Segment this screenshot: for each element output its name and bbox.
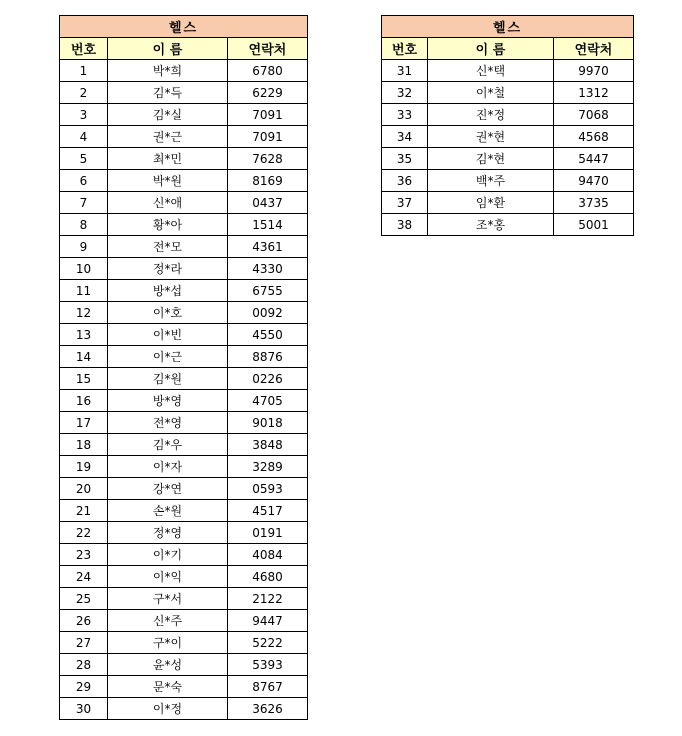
row-number-cell: 33 <box>382 104 428 126</box>
row-name-cell: 이*호 <box>108 302 228 324</box>
table-body <box>382 60 634 236</box>
table-row <box>60 654 308 676</box>
row-name-cell: 김*우 <box>108 434 228 456</box>
row-number-cell: 8 <box>60 214 108 236</box>
table-row <box>60 632 308 654</box>
row-name-cell: 이*기 <box>108 544 228 566</box>
table-row <box>60 148 308 170</box>
row-contact-cell: 6780 <box>228 60 308 82</box>
row-number-cell: 20 <box>60 478 108 500</box>
table-row <box>382 60 634 82</box>
roster-table-right <box>381 15 634 236</box>
row-contact-cell: 0437 <box>228 192 308 214</box>
column-header-contact: 연락처 <box>554 38 634 60</box>
row-name-cell: 이*자 <box>108 456 228 478</box>
row-number-cell: 23 <box>60 544 108 566</box>
row-contact-cell: 2122 <box>228 588 308 610</box>
row-number-cell: 17 <box>60 412 108 434</box>
row-contact-cell: 4568 <box>554 126 634 148</box>
row-contact-cell: 9018 <box>228 412 308 434</box>
row-contact-cell: 5447 <box>554 148 634 170</box>
row-contact-cell: 4517 <box>228 500 308 522</box>
row-number-cell: 35 <box>382 148 428 170</box>
row-name-cell: 조*홍 <box>428 214 554 236</box>
row-name-cell: 김*득 <box>108 82 228 104</box>
row-contact-cell: 3848 <box>228 434 308 456</box>
row-name-cell: 전*영 <box>108 412 228 434</box>
table-row <box>60 456 308 478</box>
row-contact-cell: 5393 <box>228 654 308 676</box>
table-row <box>60 346 308 368</box>
row-number-cell: 13 <box>60 324 108 346</box>
row-name-cell: 이*근 <box>108 346 228 368</box>
row-name-cell: 진*정 <box>428 104 554 126</box>
row-contact-cell: 7091 <box>228 126 308 148</box>
table-row <box>60 236 308 258</box>
row-contact-cell: 4705 <box>228 390 308 412</box>
table-row <box>382 82 634 104</box>
table-row <box>382 170 634 192</box>
row-number-cell: 19 <box>60 456 108 478</box>
row-contact-cell: 1312 <box>554 82 634 104</box>
row-contact-cell: 4361 <box>228 236 308 258</box>
row-name-cell: 정*라 <box>108 258 228 280</box>
row-name-cell: 방*섭 <box>108 280 228 302</box>
row-number-cell: 38 <box>382 214 428 236</box>
row-name-cell: 김*원 <box>108 368 228 390</box>
table-row <box>60 412 308 434</box>
row-contact-cell: 3735 <box>554 192 634 214</box>
row-contact-cell: 3289 <box>228 456 308 478</box>
column-header-number: 번호 <box>382 38 428 60</box>
table-row <box>382 126 634 148</box>
row-contact-cell: 9970 <box>554 60 634 82</box>
row-number-cell: 22 <box>60 522 108 544</box>
row-name-cell: 임*환 <box>428 192 554 214</box>
row-contact-cell: 0092 <box>228 302 308 324</box>
row-number-cell: 9 <box>60 236 108 258</box>
row-contact-cell: 4084 <box>228 544 308 566</box>
table-row <box>60 566 308 588</box>
row-name-cell: 권*근 <box>108 126 228 148</box>
table-row <box>60 104 308 126</box>
row-name-cell: 구*이 <box>108 632 228 654</box>
row-name-cell: 정*영 <box>108 522 228 544</box>
table-row <box>60 60 308 82</box>
table-body <box>60 60 308 720</box>
table-row <box>60 324 308 346</box>
table-row <box>60 302 308 324</box>
table-row <box>60 478 308 500</box>
table-row <box>60 544 308 566</box>
row-contact-cell: 8767 <box>228 676 308 698</box>
row-number-cell: 24 <box>60 566 108 588</box>
row-number-cell: 18 <box>60 434 108 456</box>
table-row <box>60 82 308 104</box>
row-name-cell: 문*숙 <box>108 676 228 698</box>
table-row <box>60 588 308 610</box>
roster-table-left <box>59 15 308 720</box>
row-number-cell: 12 <box>60 302 108 324</box>
table-row <box>382 214 634 236</box>
row-contact-cell: 4550 <box>228 324 308 346</box>
row-number-cell: 27 <box>60 632 108 654</box>
table-row <box>60 610 308 632</box>
table-row <box>60 522 308 544</box>
row-contact-cell: 9447 <box>228 610 308 632</box>
row-name-cell: 강*연 <box>108 478 228 500</box>
row-name-cell: 이*익 <box>108 566 228 588</box>
row-contact-cell: 4680 <box>228 566 308 588</box>
row-number-cell: 1 <box>60 60 108 82</box>
row-name-cell: 박*희 <box>108 60 228 82</box>
row-number-cell: 10 <box>60 258 108 280</box>
row-name-cell: 윤*성 <box>108 654 228 676</box>
row-contact-cell: 7628 <box>228 148 308 170</box>
row-number-cell: 2 <box>60 82 108 104</box>
row-name-cell: 이*빈 <box>108 324 228 346</box>
column-header-number: 번호 <box>60 38 108 60</box>
row-number-cell: 5 <box>60 148 108 170</box>
column-header-name: 이 름 <box>108 38 228 60</box>
row-name-cell: 최*민 <box>108 148 228 170</box>
row-contact-cell: 0191 <box>228 522 308 544</box>
row-contact-cell: 7091 <box>228 104 308 126</box>
table-row <box>60 192 308 214</box>
row-number-cell: 21 <box>60 500 108 522</box>
table-row <box>60 698 308 720</box>
row-name-cell: 박*원 <box>108 170 228 192</box>
row-name-cell: 김*현 <box>428 148 554 170</box>
row-number-cell: 4 <box>60 126 108 148</box>
column-header-contact: 연락처 <box>228 38 308 60</box>
row-contact-cell: 1514 <box>228 214 308 236</box>
row-number-cell: 32 <box>382 82 428 104</box>
row-number-cell: 37 <box>382 192 428 214</box>
row-number-cell: 28 <box>60 654 108 676</box>
table-title: 헬스 <box>60 16 308 38</box>
row-contact-cell: 6755 <box>228 280 308 302</box>
row-name-cell: 신*주 <box>108 610 228 632</box>
table-row <box>382 104 634 126</box>
row-name-cell: 이*정 <box>108 698 228 720</box>
table-row <box>60 214 308 236</box>
row-contact-cell: 7068 <box>554 104 634 126</box>
table-row <box>382 148 634 170</box>
table-row <box>382 192 634 214</box>
row-name-cell: 방*영 <box>108 390 228 412</box>
row-name-cell: 백*주 <box>428 170 554 192</box>
row-name-cell: 권*현 <box>428 126 554 148</box>
row-number-cell: 31 <box>382 60 428 82</box>
row-contact-cell: 5222 <box>228 632 308 654</box>
row-number-cell: 14 <box>60 346 108 368</box>
table-row <box>60 368 308 390</box>
row-number-cell: 30 <box>60 698 108 720</box>
table-row <box>60 676 308 698</box>
row-number-cell: 7 <box>60 192 108 214</box>
row-contact-cell: 3626 <box>228 698 308 720</box>
row-name-cell: 신*애 <box>108 192 228 214</box>
row-name-cell: 황*아 <box>108 214 228 236</box>
row-contact-cell: 5001 <box>554 214 634 236</box>
row-name-cell: 이*철 <box>428 82 554 104</box>
table-row <box>60 280 308 302</box>
row-number-cell: 36 <box>382 170 428 192</box>
table-row <box>60 258 308 280</box>
row-name-cell: 손*원 <box>108 500 228 522</box>
table-row <box>60 500 308 522</box>
row-number-cell: 11 <box>60 280 108 302</box>
row-name-cell: 김*실 <box>108 104 228 126</box>
row-contact-cell: 6229 <box>228 82 308 104</box>
row-name-cell: 전*모 <box>108 236 228 258</box>
table-row <box>60 390 308 412</box>
row-contact-cell: 4330 <box>228 258 308 280</box>
row-number-cell: 16 <box>60 390 108 412</box>
row-contact-cell: 0593 <box>228 478 308 500</box>
row-number-cell: 25 <box>60 588 108 610</box>
table-row <box>60 126 308 148</box>
row-name-cell: 신*택 <box>428 60 554 82</box>
table-row <box>60 434 308 456</box>
row-contact-cell: 9470 <box>554 170 634 192</box>
row-number-cell: 3 <box>60 104 108 126</box>
row-number-cell: 29 <box>60 676 108 698</box>
row-contact-cell: 8876 <box>228 346 308 368</box>
row-number-cell: 15 <box>60 368 108 390</box>
column-header-name: 이 름 <box>428 38 554 60</box>
row-number-cell: 34 <box>382 126 428 148</box>
table-title: 헬스 <box>382 16 634 38</box>
row-number-cell: 6 <box>60 170 108 192</box>
row-contact-cell: 0226 <box>228 368 308 390</box>
table-row <box>60 170 308 192</box>
row-number-cell: 26 <box>60 610 108 632</box>
row-name-cell: 구*서 <box>108 588 228 610</box>
row-contact-cell: 8169 <box>228 170 308 192</box>
